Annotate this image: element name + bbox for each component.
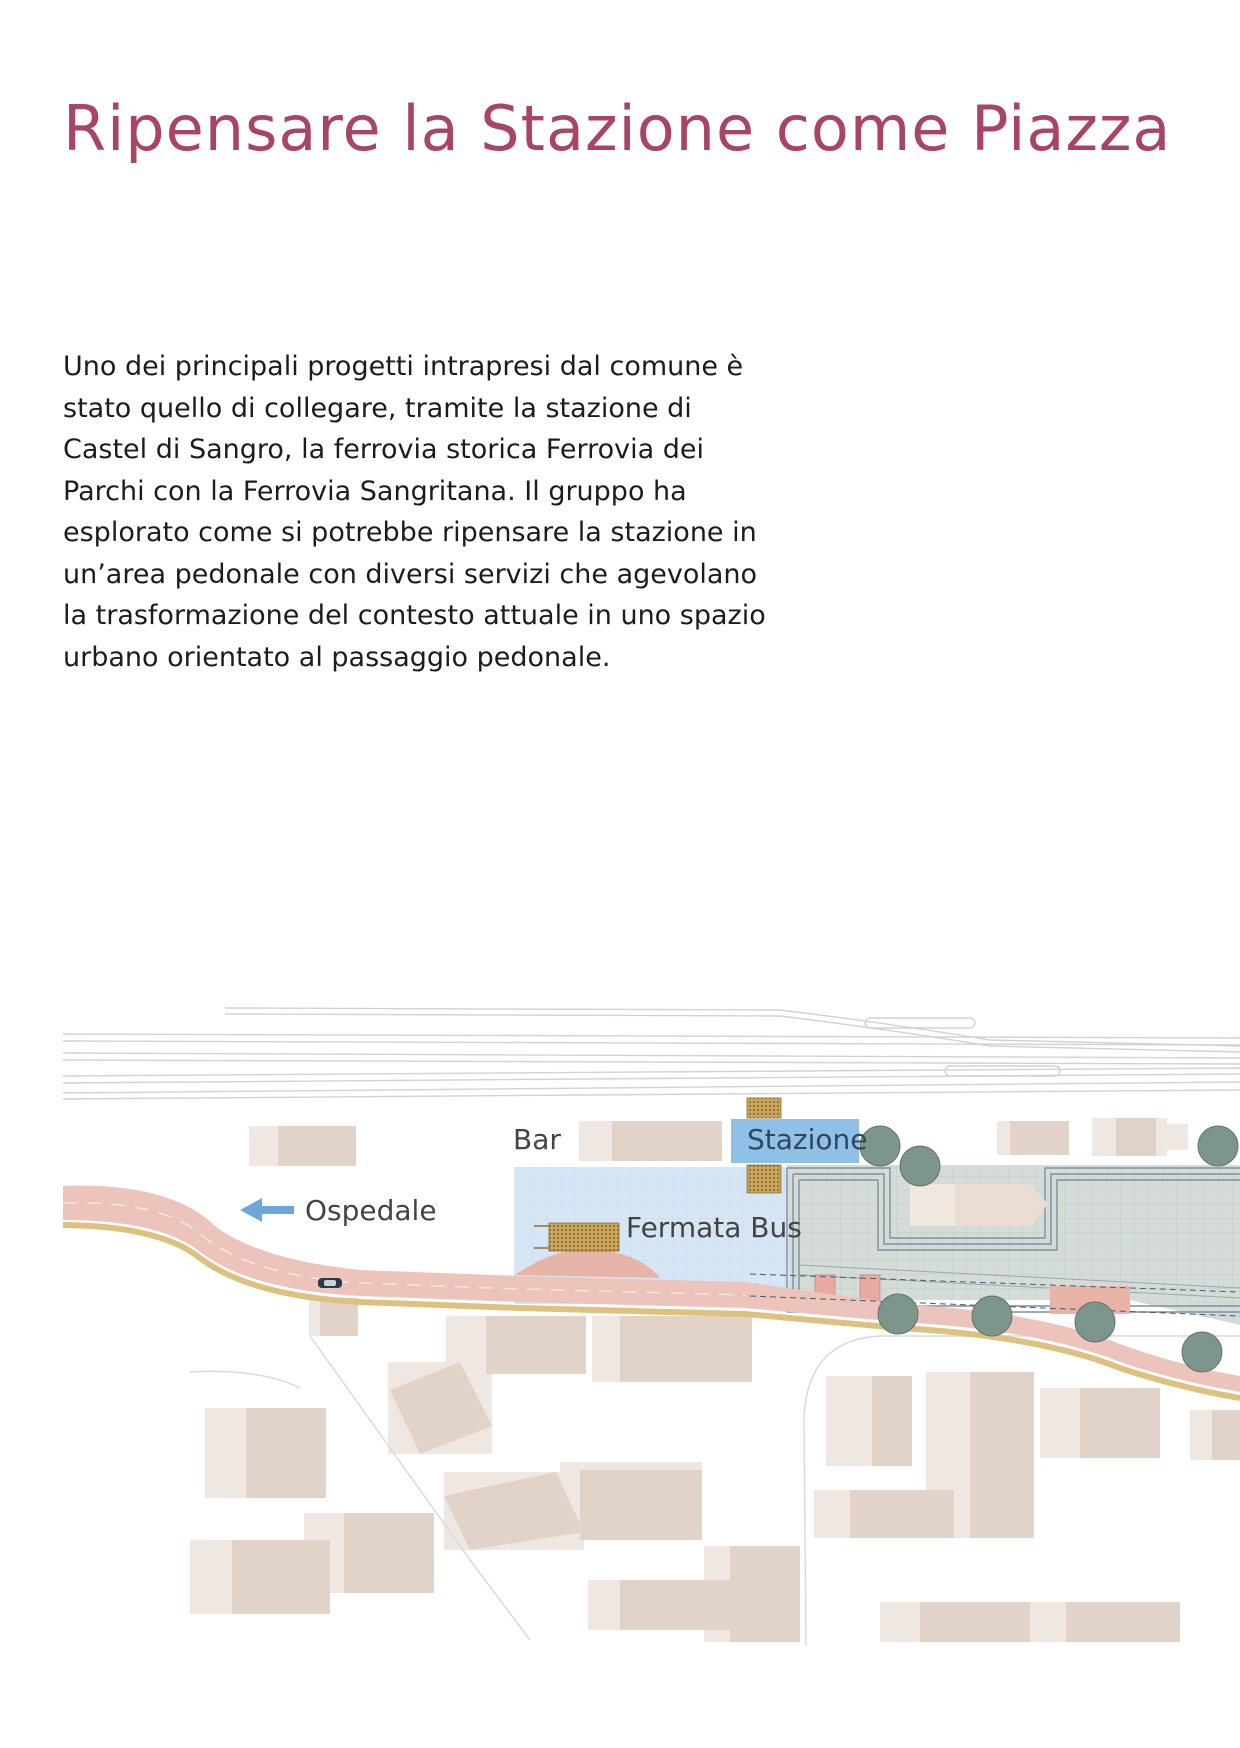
label-bar: Bar <box>513 1123 561 1156</box>
railway-tracks <box>63 1008 1240 1099</box>
site-plan-map <box>0 990 1240 1670</box>
label-fermata-bus: Fermata Bus <box>626 1211 802 1244</box>
label-ospedale: Ospedale <box>305 1194 437 1227</box>
label-stazione: Stazione <box>747 1123 868 1156</box>
intro-paragraph: Uno dei principali progetti intrapresi dal comune è stato quello di collegare, tramite la stazione di Castel di Sangro, la ferrovia storica Ferrovia dei Parchi con la Ferrovia Sangritana. Il gruppo ha esplorato come si potrebbe ripensare la stazione in un’area pedonale con diversi servizi che agevolano la trasformazione del contesto attuale in uno spazio urbano orientato al passaggio pedonale. <box>63 351 766 673</box>
car-icon <box>318 1278 342 1288</box>
arrow-left-icon <box>240 1198 294 1222</box>
page-title: Ripensare la Stazione come Piazza <box>63 92 1172 165</box>
